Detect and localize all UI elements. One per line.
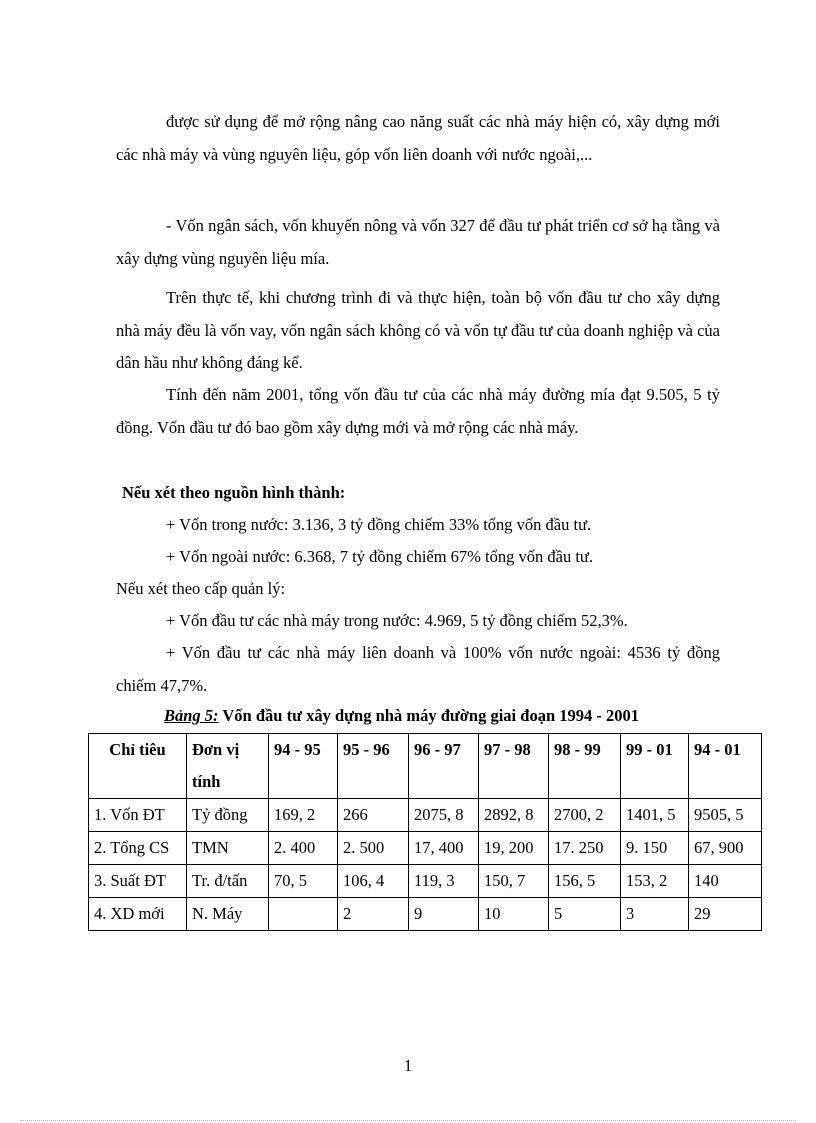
table-cell: 3 [621, 898, 689, 931]
table-cell: 140 [689, 865, 762, 898]
table-cell: 17, 400 [409, 832, 479, 865]
table-cell: 29 [689, 898, 762, 931]
table-cell: 106, 4 [338, 865, 409, 898]
local-plants-line: + Vốn đầu tư các nhà máy trong nước: 4.969, 5 tỷ đồng chiếm 52,3%. [166, 611, 628, 630]
paragraph-budget-capital: - Vốn ngân sách, vốn khuyến nông và vốn 327 để đầu tư phát triển cơ sở hạ tầng và xây dựng vùng nguyên liệu mía. [116, 216, 720, 268]
table-cell: N. Máy [187, 898, 269, 931]
header-cell: 99 - 01 [621, 734, 689, 799]
table-cell: 119, 3 [409, 865, 479, 898]
table-cell: 2075, 8 [409, 799, 479, 832]
table-cell: 70, 5 [269, 865, 338, 898]
table-row [89, 832, 762, 865]
table-row [89, 898, 762, 931]
table-cell: 153, 2 [621, 865, 689, 898]
table-cell: 9. 150 [621, 832, 689, 865]
table-caption [164, 706, 639, 726]
heading-by-source: Nếu xét theo nguồn hình thành: [122, 483, 346, 502]
header-cell: 98 - 99 [549, 734, 621, 799]
header-cell: 94 - 95 [269, 734, 338, 799]
table-cell: 169, 2 [269, 799, 338, 832]
table-cell: 5 [549, 898, 621, 931]
domestic-capital-line: + Vốn trong nước: 3.136, 3 tỷ đồng chiếm 33% tổng vốn đầu tư. [166, 515, 592, 534]
table-cell [89, 832, 187, 865]
table-cell: 1. Vốn ĐT [89, 799, 187, 832]
table-cell: 3. Suất ĐT [89, 865, 187, 898]
table-cell: 10 [479, 898, 549, 931]
table-cell: Tỷ đồng [187, 799, 269, 832]
table-cell: 2892, 8 [479, 799, 549, 832]
table-cell: 2. 500 [338, 832, 409, 865]
table-cell: 9505, 5 [689, 799, 762, 832]
header-cell: Chỉ tiêu [89, 734, 187, 799]
paragraph-capital-usage: được sử dụng để mở rộng nâng cao năng suất các nhà máy hiện có, xây dựng mới các nhà máy và vùng nguyên liệu, góp vốn liên doanh với nước ngoài,... [116, 112, 720, 164]
table-caption-label: Bảng 5: [164, 706, 219, 725]
header-cell: 96 - 97 [409, 734, 479, 799]
header-cell: 97 - 98 [479, 734, 549, 799]
table-row [89, 865, 762, 898]
table-row [89, 799, 762, 832]
table-cell: 19, 200 [479, 832, 549, 865]
table-header-row [89, 734, 762, 799]
paragraph-reality: Trên thực tế, khi chương trình đi và thực hiện, toàn bộ vốn đầu tư cho xây dựng nhà máy đều là vốn vay, vốn ngân sách không có và vốn tự đầu tư của doanh nghiệp và của dân hầu như không đáng kể. [116, 288, 720, 372]
table-cell [269, 898, 338, 931]
split-label [94, 832, 181, 864]
investment-table [88, 733, 762, 931]
table-cell: TMN [187, 832, 269, 865]
table-cell: 2 [338, 898, 409, 931]
foreign-capital-line: + Vốn ngoài nước: 6.368, 7 tỷ đồng chiếm 67% tổng vốn đầu tư. [166, 547, 593, 566]
header-cell: 94 - 01 [689, 734, 762, 799]
joint-venture-plants-line: + Vốn đầu tư các nhà máy liên doanh và 100% vốn nước ngoài: 4536 tỷ đồng chiếm 47,7%. [116, 643, 720, 695]
table-cell: 4. XD mới [89, 898, 187, 931]
table-cell: 67, 900 [689, 832, 762, 865]
page-number: 1 [403, 1056, 413, 1075]
heading-by-management-level: Nếu xét theo cấp quản lý: [116, 579, 286, 598]
header-cell: 95 - 96 [338, 734, 409, 799]
label-part: 2. Tổng CS [94, 838, 170, 857]
table-cell: 9 [409, 898, 479, 931]
table-cell: 156, 5 [549, 865, 621, 898]
table-cell: 2. 400 [269, 832, 338, 865]
table-cell: 2700, 2 [549, 799, 621, 832]
table-cell: 266 [338, 799, 409, 832]
table-cell: 150, 7 [479, 865, 549, 898]
header-cell: Đơn vị tính [187, 734, 269, 799]
footer-divider [20, 1120, 796, 1121]
table-cell: 1401, 5 [621, 799, 689, 832]
table-cell: 17. 250 [549, 832, 621, 865]
paragraph-total-2001: Tính đến năm 2001, tổng vốn đầu tư của các nhà máy đường mía đạt 9.505, 5 tỷ đồng. Vốn đầu tư đó bao gồm xây dựng mới và mở rộng các nhà máy. [116, 385, 720, 437]
table-caption-title: Vốn đầu tư xây dựng nhà máy đường giai đoạn 1994 - 2001 [218, 706, 639, 725]
table-cell: Tr. đ/tấn [187, 865, 269, 898]
